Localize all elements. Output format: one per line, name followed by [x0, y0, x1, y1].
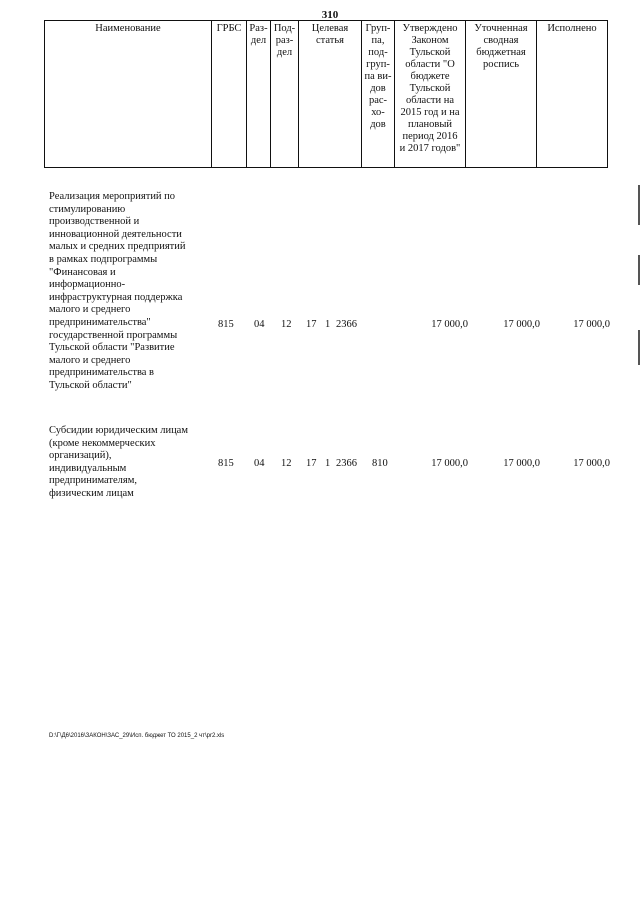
row-podrazdel: 12 [281, 319, 292, 330]
header-utochnennaya-rospis [466, 21, 537, 168]
row-name [49, 425, 214, 501]
text-line: па ви- [364, 71, 392, 82]
text-line: Груп- [365, 23, 391, 34]
header-utverzhdeno [395, 21, 466, 168]
row-cs-subprogram: 1 [325, 458, 331, 469]
text-line: груп- [366, 59, 390, 70]
text-line: предпринимательства в [49, 367, 155, 379]
text-line: информационно- [49, 279, 126, 291]
text-line: под- [368, 47, 388, 58]
row-ispolneno: 17 000,0 [573, 458, 610, 469]
row-razdel: 04 [254, 319, 265, 330]
text-line: (кроме некоммерческих [49, 437, 156, 449]
text-line: "Финансовая и [49, 266, 116, 278]
text-line: Под- [273, 23, 296, 34]
row-cs-program: 17 [306, 319, 317, 330]
header-celevaya-statya [299, 21, 362, 168]
text-line: 2015 год и на [400, 107, 460, 118]
page-number: 310 [321, 9, 339, 21]
text-line: индивидуальным [49, 462, 127, 474]
text-line: инновационной деятельности [49, 228, 182, 240]
row-utverzhdeno: 17 000,0 [431, 458, 468, 469]
text-line: рас- [368, 95, 388, 106]
text-line: дов [370, 119, 386, 130]
text-line: па, [371, 35, 385, 46]
row-grbs: 815 [218, 458, 234, 469]
text-line: бюджетная [476, 47, 526, 58]
text-line: предпринимательства" [49, 316, 151, 328]
text-line: Уточненная [474, 23, 528, 34]
text-line: Реализация мероприятий по [49, 191, 176, 202]
text-line: роспись [482, 59, 520, 70]
text-line: Тульской [409, 47, 451, 58]
text-line: период 2016 [402, 131, 458, 142]
text-line: области "О [405, 59, 455, 70]
text-line: хо- [371, 107, 385, 118]
header-ispolneno [537, 21, 608, 168]
row-razdel: 04 [254, 458, 265, 469]
text-line: Раз- [249, 23, 268, 34]
row-ispolneno: 17 000,0 [573, 319, 610, 330]
row-podrazdel: 12 [281, 458, 292, 469]
text-line: производственной и [49, 216, 140, 228]
row-utochnennaya: 17 000,0 [503, 458, 540, 469]
text-line: дел [250, 35, 267, 46]
text-line: сводная [483, 35, 519, 46]
table-header [44, 20, 608, 168]
text-line: раз- [275, 35, 294, 46]
text-line: Тульской области "Развитие [49, 342, 175, 354]
text-line: малого и среднего [49, 304, 131, 316]
text-line: дел [276, 47, 293, 58]
row-name [49, 191, 214, 393]
text-line: стимулированию [49, 203, 126, 215]
header-grbs [212, 21, 247, 168]
text-line: Субсидии юридическим лицам [49, 425, 188, 436]
text-line: Наименование [95, 23, 161, 34]
text-line: государственной программы [49, 329, 178, 341]
text-line: и 2017 годов" [399, 143, 461, 154]
row-cs-program: 17 [306, 458, 317, 469]
text-line: физическим лицам [49, 487, 134, 499]
file-path-footer: D:\Г\Д6\2016\ЗАКОН\ЗАС_29\Исп. бюджет ТО 2015_2 чт\pr2.xls [49, 733, 225, 739]
row-utochnennaya: 17 000,0 [503, 319, 540, 330]
row-cs-subprogram: 1 [325, 319, 331, 330]
text-line: инфраструктурная поддержка [49, 291, 183, 303]
text-line: бюджете [410, 71, 450, 82]
text-line: организаций), [49, 450, 112, 462]
text-line: дов [370, 83, 386, 94]
text-line: малых и средних предприятий [49, 241, 186, 253]
header-naimenovanie [45, 21, 212, 168]
text-line: статья [316, 35, 344, 46]
text-line: Целевая [311, 23, 349, 34]
header-gruppa-vidov-rashodov [362, 21, 395, 168]
row-cs-direction: 2366 [336, 319, 357, 330]
text-line: Утверждено [402, 23, 458, 34]
text-line: малого и среднего [49, 354, 131, 366]
row-vid-rashodov: 810 [372, 458, 388, 469]
row-cs-direction: 2366 [336, 458, 357, 469]
text-line: ГРБС [216, 23, 242, 34]
header-podrazdel [271, 21, 299, 168]
text-line: в рамках подпрограммы [49, 253, 158, 265]
header-razdel [247, 21, 271, 168]
text-line: Законом [411, 35, 449, 46]
text-line: предпринимателям, [49, 475, 138, 487]
text-line: Исполнено [547, 23, 597, 34]
text-line: Тульской [409, 83, 451, 94]
text-line: плановый [407, 119, 453, 130]
row-grbs: 815 [218, 319, 234, 330]
row-utverzhdeno: 17 000,0 [431, 319, 468, 330]
text-line: Тульской области" [49, 379, 132, 391]
text-line: области на [405, 95, 454, 106]
